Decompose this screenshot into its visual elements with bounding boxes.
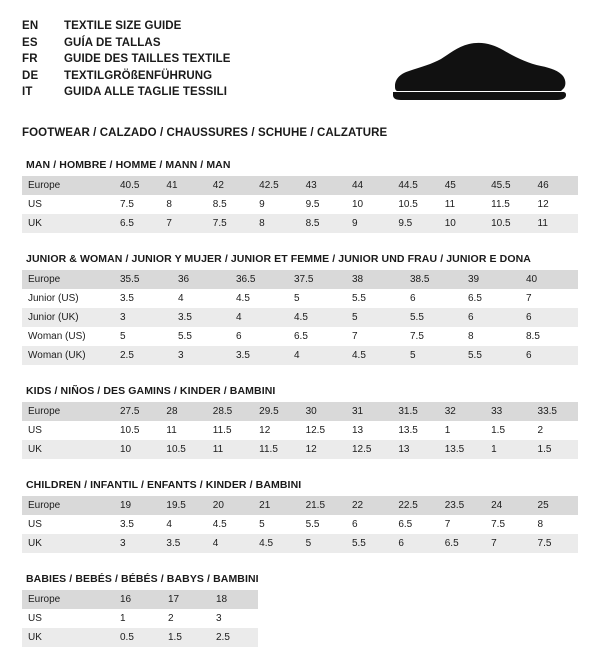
size-cell: 6.5 <box>462 289 520 308</box>
size-cell: 9.5 <box>300 195 346 214</box>
size-cell: 5 <box>253 515 299 534</box>
language-code: DE <box>22 69 39 82</box>
size-cell: 11 <box>207 440 253 459</box>
size-cell: 11 <box>439 195 485 214</box>
size-table <box>22 590 258 647</box>
language-code: EN <box>22 20 39 32</box>
size-cell: 17 <box>162 590 210 609</box>
size-cell: 8.5 <box>300 214 346 233</box>
size-cell: 7.5 <box>404 327 462 346</box>
size-cell: 44.5 <box>392 176 438 195</box>
size-cell: 7.5 <box>207 214 253 233</box>
size-cell: 5.5 <box>404 308 462 327</box>
size-cell: 10.5 <box>114 421 160 440</box>
size-cell: 8 <box>160 195 206 214</box>
size-cell: 8.5 <box>520 327 578 346</box>
size-cell: 19 <box>114 496 160 515</box>
row-label: Junior (US) <box>22 289 114 308</box>
size-cell: 12 <box>300 440 346 459</box>
size-cell: 6 <box>404 289 462 308</box>
footwear-section-title: FOOTWEAR / CALZADO / CHAUSSURES / SCHUHE / CALZATURE <box>22 127 388 139</box>
size-cell: 11 <box>160 421 206 440</box>
size-cell: 5.5 <box>462 346 520 365</box>
size-cell: 11.5 <box>253 440 299 459</box>
language-title: GUIDA ALLE TAGLIE TESSILI <box>64 86 228 98</box>
language-row <box>22 51 231 68</box>
size-group-title: CHILDREN / INFANTIL / ENFANTS / KINDER / BAMBINI <box>26 479 302 491</box>
row-label: Europe <box>22 270 114 289</box>
size-group <box>22 479 578 553</box>
size-cell: 33 <box>485 402 531 421</box>
size-cell: 10.5 <box>392 195 438 214</box>
table-row <box>22 628 258 647</box>
size-cell: 6.5 <box>114 214 160 233</box>
size-cell: 31.5 <box>392 402 438 421</box>
size-cell: 3.5 <box>230 346 288 365</box>
size-cell: 33.5 <box>532 402 578 421</box>
size-cell: 41 <box>160 176 206 195</box>
table-row <box>22 270 578 289</box>
size-cell: 5 <box>404 346 462 365</box>
table-row <box>22 421 578 440</box>
size-cell: 5.5 <box>172 327 230 346</box>
size-cell: 6 <box>520 346 578 365</box>
row-label: Europe <box>22 402 114 421</box>
size-cell: 3.5 <box>114 515 160 534</box>
size-cell: 1.5 <box>162 628 210 647</box>
size-cell: 30 <box>300 402 346 421</box>
size-cell: 6 <box>346 515 392 534</box>
size-cell: 3 <box>172 346 230 365</box>
row-label: Europe <box>22 496 114 515</box>
size-cell: 7.5 <box>532 534 578 553</box>
size-cell: 21 <box>253 496 299 515</box>
size-cell: 7 <box>439 515 485 534</box>
size-cell: 5 <box>288 289 346 308</box>
size-cell: 32 <box>439 402 485 421</box>
size-cell: 10 <box>439 214 485 233</box>
size-tables-container <box>22 159 578 647</box>
size-cell: 10 <box>346 195 392 214</box>
size-group-title: MAN / HOMBRE / HOMME / MANN / MAN <box>26 159 231 171</box>
size-table <box>22 176 578 233</box>
size-cell: 31 <box>346 402 392 421</box>
size-cell: 1 <box>114 609 162 628</box>
size-cell: 25 <box>532 496 578 515</box>
size-group <box>22 159 578 233</box>
size-cell: 7 <box>346 327 404 346</box>
size-cell: 21.5 <box>300 496 346 515</box>
table-row <box>22 402 578 421</box>
size-cell: 1 <box>439 421 485 440</box>
language-row <box>22 84 231 101</box>
language-title: TEXTILE SIZE GUIDE <box>64 20 182 32</box>
row-label: UK <box>22 534 114 553</box>
row-label: US <box>22 195 114 214</box>
size-cell: 10 <box>114 440 160 459</box>
size-cell: 11.5 <box>485 195 531 214</box>
size-cell: 8 <box>253 214 299 233</box>
size-cell: 10.5 <box>485 214 531 233</box>
size-cell: 8 <box>532 515 578 534</box>
size-cell: 3.5 <box>114 289 172 308</box>
size-cell: 2.5 <box>210 628 258 647</box>
size-group <box>22 253 578 365</box>
size-cell: 6 <box>462 308 520 327</box>
size-cell: 6.5 <box>288 327 346 346</box>
size-cell: 19.5 <box>160 496 206 515</box>
size-cell: 7.5 <box>114 195 160 214</box>
size-cell: 7.5 <box>485 515 531 534</box>
size-cell: 3 <box>114 308 172 327</box>
dress-shoe-icon <box>385 38 570 108</box>
size-cell: 28.5 <box>207 402 253 421</box>
size-table <box>22 402 578 459</box>
size-cell: 12.5 <box>300 421 346 440</box>
size-cell: 2 <box>162 609 210 628</box>
size-cell: 12 <box>532 195 578 214</box>
table-row <box>22 176 578 195</box>
size-cell: 6 <box>230 327 288 346</box>
size-cell: 0.5 <box>114 628 162 647</box>
size-cell: 12 <box>253 421 299 440</box>
size-cell: 2.5 <box>114 346 172 365</box>
language-title-list <box>22 18 231 101</box>
language-title: GUIDE DES TAILLES TEXTILE <box>64 53 231 65</box>
row-label: UK <box>22 440 114 459</box>
size-cell: 3 <box>210 609 258 628</box>
size-cell: 38 <box>346 270 404 289</box>
size-cell: 24 <box>485 496 531 515</box>
size-cell: 5 <box>114 327 172 346</box>
row-label: US <box>22 421 114 440</box>
row-label: UK <box>22 214 114 233</box>
size-cell: 23.5 <box>439 496 485 515</box>
size-cell: 6 <box>392 534 438 553</box>
size-cell: 27.5 <box>114 402 160 421</box>
size-cell: 4 <box>230 308 288 327</box>
size-cell: 40.5 <box>114 176 160 195</box>
size-cell: 46 <box>532 176 578 195</box>
size-cell: 4 <box>172 289 230 308</box>
size-cell: 5 <box>346 308 404 327</box>
table-row <box>22 440 578 459</box>
size-cell: 4.5 <box>346 346 404 365</box>
size-group-title: JUNIOR & WOMAN / JUNIOR Y MUJER / JUNIOR ET FEMME / JUNIOR UND FRAU / JUNIOR E DONA <box>26 253 531 265</box>
size-cell: 8.5 <box>207 195 253 214</box>
document-header <box>22 18 578 113</box>
row-label: Junior (UK) <box>22 308 114 327</box>
size-cell: 4.5 <box>288 308 346 327</box>
table-row <box>22 515 578 534</box>
size-cell: 9 <box>253 195 299 214</box>
size-table <box>22 270 578 365</box>
language-code: ES <box>22 36 38 49</box>
size-cell: 1.5 <box>485 421 531 440</box>
size-cell: 4 <box>207 534 253 553</box>
size-cell: 7 <box>160 214 206 233</box>
size-group-title: KIDS / NIÑOS / DES GAMINS / KINDER / BAMBINI <box>26 385 276 397</box>
size-cell: 38.5 <box>404 270 462 289</box>
size-cell: 3.5 <box>172 308 230 327</box>
size-cell: 5.5 <box>346 289 404 308</box>
size-cell: 11.5 <box>207 421 253 440</box>
size-cell: 9 <box>346 214 392 233</box>
size-cell: 35.5 <box>114 270 172 289</box>
table-row <box>22 534 578 553</box>
language-title: TEXTILGRÖßENFÜHRUNG <box>64 69 213 82</box>
table-row <box>22 496 578 515</box>
table-row <box>22 308 578 327</box>
size-cell: 45 <box>439 176 485 195</box>
language-row <box>22 68 231 85</box>
size-cell: 36.5 <box>230 270 288 289</box>
size-cell: 4.5 <box>253 534 299 553</box>
size-cell: 11 <box>532 214 578 233</box>
size-cell: 6 <box>520 308 578 327</box>
size-cell: 13.5 <box>392 421 438 440</box>
size-cell: 5 <box>300 534 346 553</box>
size-cell: 16 <box>114 590 162 609</box>
size-cell: 13 <box>392 440 438 459</box>
size-cell: 6.5 <box>439 534 485 553</box>
size-cell: 1 <box>485 440 531 459</box>
row-label: US <box>22 515 114 534</box>
size-cell: 44 <box>346 176 392 195</box>
table-row <box>22 289 578 308</box>
size-cell: 43 <box>300 176 346 195</box>
language-title: GUÍA DE TALLAS <box>64 36 161 49</box>
row-label: Europe <box>22 176 114 195</box>
row-label: Woman (UK) <box>22 346 114 365</box>
row-label: Woman (US) <box>22 327 114 346</box>
table-row <box>22 346 578 365</box>
table-row <box>22 195 578 214</box>
size-cell: 29.5 <box>253 402 299 421</box>
size-cell: 5.5 <box>346 534 392 553</box>
size-cell: 37.5 <box>288 270 346 289</box>
size-cell: 8 <box>462 327 520 346</box>
size-cell: 36 <box>172 270 230 289</box>
size-cell: 2 <box>532 421 578 440</box>
size-cell: 45.5 <box>485 176 531 195</box>
size-cell: 22 <box>346 496 392 515</box>
row-label: UK <box>22 628 114 647</box>
size-cell: 13 <box>346 421 392 440</box>
table-row <box>22 609 258 628</box>
size-group <box>22 385 578 459</box>
size-cell: 4.5 <box>230 289 288 308</box>
size-cell: 42.5 <box>253 176 299 195</box>
size-table <box>22 496 578 553</box>
size-cell: 7 <box>520 289 578 308</box>
size-cell: 3.5 <box>160 534 206 553</box>
size-cell: 39 <box>462 270 520 289</box>
row-label: Europe <box>22 590 114 609</box>
size-cell: 6.5 <box>392 515 438 534</box>
size-cell: 20 <box>207 496 253 515</box>
table-row <box>22 327 578 346</box>
language-code: IT <box>22 86 33 98</box>
size-cell: 4 <box>160 515 206 534</box>
size-cell: 3 <box>114 534 160 553</box>
size-cell: 7 <box>485 534 531 553</box>
size-cell: 28 <box>160 402 206 421</box>
size-cell: 9.5 <box>392 214 438 233</box>
table-row <box>22 214 578 233</box>
language-code: FR <box>22 53 38 65</box>
size-cell: 5.5 <box>300 515 346 534</box>
size-cell: 4 <box>288 346 346 365</box>
row-label: US <box>22 609 114 628</box>
size-cell: 1.5 <box>532 440 578 459</box>
size-cell: 12.5 <box>346 440 392 459</box>
size-cell: 40 <box>520 270 578 289</box>
size-group <box>22 573 578 647</box>
language-row <box>22 35 231 52</box>
language-row <box>22 18 231 35</box>
size-cell: 18 <box>210 590 258 609</box>
size-cell: 22.5 <box>392 496 438 515</box>
size-cell: 42 <box>207 176 253 195</box>
size-group-title: BABIES / BEBÉS / BÉBÉS / BABYS / BAMBINI <box>26 573 259 585</box>
size-cell: 13.5 <box>439 440 485 459</box>
size-cell: 10.5 <box>160 440 206 459</box>
size-cell: 4.5 <box>207 515 253 534</box>
